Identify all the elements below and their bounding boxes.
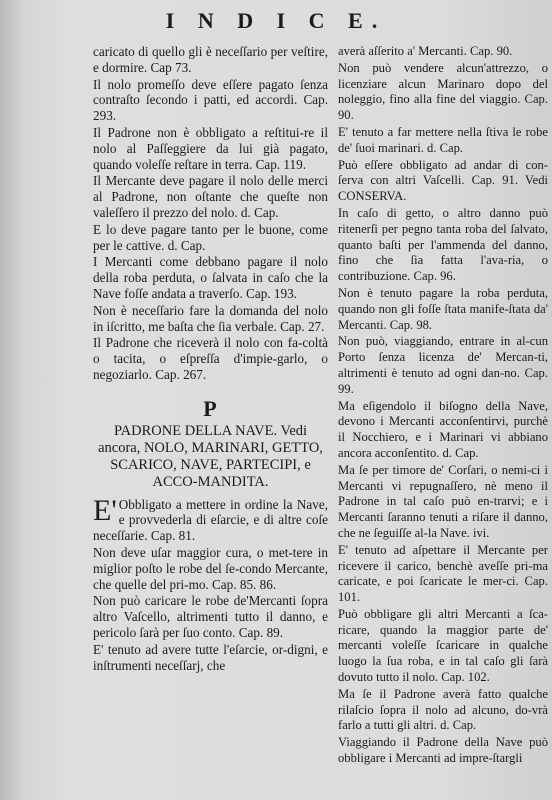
index-entry: Non può caricare le robe de'Mercanti ſopra altro Vaſcello, altrimenti tutto il danno, e pericolo ſarà per ſuo conto. Cap. 89. bbox=[93, 593, 328, 640]
index-entry: E' tenuto ad aſpettare il Mercante per ricevere il carico, benchè aveſſe pri-ma caricate, e poi ſcaricate le mer-ci. Cap. 101. bbox=[338, 542, 548, 605]
index-entry: E' tenuto a far mettere nella ſtiva le robe de' ſuoi marinari. d. Cap. bbox=[338, 124, 548, 155]
index-entry: Ma eſigendolo il biſogno della Nave, devono i Mercanti acconſentirvi, purchè il Nocchiero, e i Marinari vi abbiano ancora acconſentito. d. Cap. bbox=[338, 398, 548, 460]
index-entry: Non deve uſar maggior cura, o met-tere in miglior poſto le robe del ſe-condo Mercante, che quelle del pri-mo. Cap. 85. 86. bbox=[93, 544, 328, 592]
index-entry: E'Obbligato a mettere in ordine la Nave, e provvederla di eſarcie, e di altre coſe neceſſarie. Cap. 81. bbox=[93, 493, 328, 544]
index-entry: E lo deve pagare tanto per le buone, come per le cattive. d. Cap. bbox=[93, 221, 328, 253]
index-entry: Il Padrone che riceverà il nolo con fa-coltà o tacita, o eſpreſſa d'impie-garlo, o negoziarlo. Cap. 267. bbox=[93, 335, 328, 382]
index-entry: I Mercanti come debbano pagare il nolo della roba perduta, o ſalvata in caſo che la Nave foſſe andata a traverſo. Cap. 193. bbox=[93, 254, 328, 301]
index-entry: In caſo di getto, o altro danno può ritenerſi per pegno tanta roba del ſalvato, quanto baſti per l'ammenda del danno, fino che ſia fatta l'ava-ria, o contribuzione. Cap. 96. bbox=[338, 205, 548, 284]
page-header: I N D I C E. bbox=[165, 8, 387, 33]
index-entry: averà aſſerito a' Mercanti. Cap. 90. bbox=[338, 44, 513, 58]
index-entry: Il Padrone non è obbligato a reſtitui-re il nolo al Paſſeggiere da lui già pagato, quando voleſſe reſtare in terra. Cap. 119. bbox=[93, 124, 328, 172]
index-entry: Non può vendere alcun'attrezzo, o licenziare alcun Marinaro dopo del noleggio, fino alla fine del viaggio. Cap. 90. bbox=[338, 60, 548, 123]
index-entry: Non è neceſſario fare la domanda del nolo in iſcritto, me baſta che ſia verbale. Cap. 27. bbox=[93, 302, 328, 334]
index-entry: Ma ſe il Padrone averà fatto qualche rilaſcio ſopra il nolo ad alcuno, do-vrà farlo a tutti gli altri. d. Cap. bbox=[338, 686, 548, 733]
left-column bbox=[93, 44, 328, 674]
index-entry: Viaggiando il Padrone della Nave può obbligare i Mercanti ad impre-ſtargli bbox=[338, 735, 548, 766]
index-entry: Il nolo promeſſo deve eſſere pagato ſenza contraſto ſecondo i patti, ed accordi. Cap. 293. bbox=[93, 76, 328, 124]
index-entry: Non è tenuto pagare la roba perduta, quando non gli foſſe ſtata manife-ſtata da' Mercanti. Cap. 98. bbox=[338, 285, 548, 332]
right-column bbox=[338, 44, 548, 768]
index-entry: Il Mercante deve pagare il nolo delle merci al Padrone, non oſtante che queſte non valeſſero il prezzo del nolo. d. Cap. bbox=[93, 173, 328, 220]
index-entry: caricato di quello gli è neceſſario per veſtire, e dormire. Cap 73. bbox=[93, 44, 328, 75]
index-entry: Non può, viaggiando, entrare in al-cun Porto ſenza licenza de' Mercan-ti, altrimenti è tenuto ad ogni dan-no. Cap. 99. bbox=[338, 334, 548, 396]
index-entry: E' tenuto ad avere tutte l'eſarcie, or-digni, e inſtrumenti neceſſarj, che bbox=[93, 641, 328, 673]
index-entry: Può obbligare gli altri Mercanti a ſca-ricare, quando la maggior parte de' mercanti voleſſe ſcaricare in qualche luogo la ſua roba, e in tal caſo gli ſarà dovuto tutto il nolo. Cap. 102. bbox=[338, 606, 548, 685]
section-letter: P bbox=[203, 395, 218, 421]
section-heading: PADRONE DELLA NAVE. Vedi ancora, NOLO, MARINARI, GETTO, SCARICO, NAVE, PARTECIPI, e ACCO-MANDITA. bbox=[98, 422, 323, 490]
index-entry: Ma ſe per timore de' Corſari, o nemi-ci i Mercanti vi repugnaſſero, nè meno il Padrone in tal caſo può en-trarvi; e i Mercanti ſaranno tenuti a riſare il danno, che ne ſeguiſſe al-la Nave. ivi. bbox=[338, 462, 548, 540]
index-entry: Può eſſere obbligato ad andar di con-ſerva con altri Vaſcelli. Cap. 91. Vedi CONSERVA. bbox=[338, 157, 548, 204]
